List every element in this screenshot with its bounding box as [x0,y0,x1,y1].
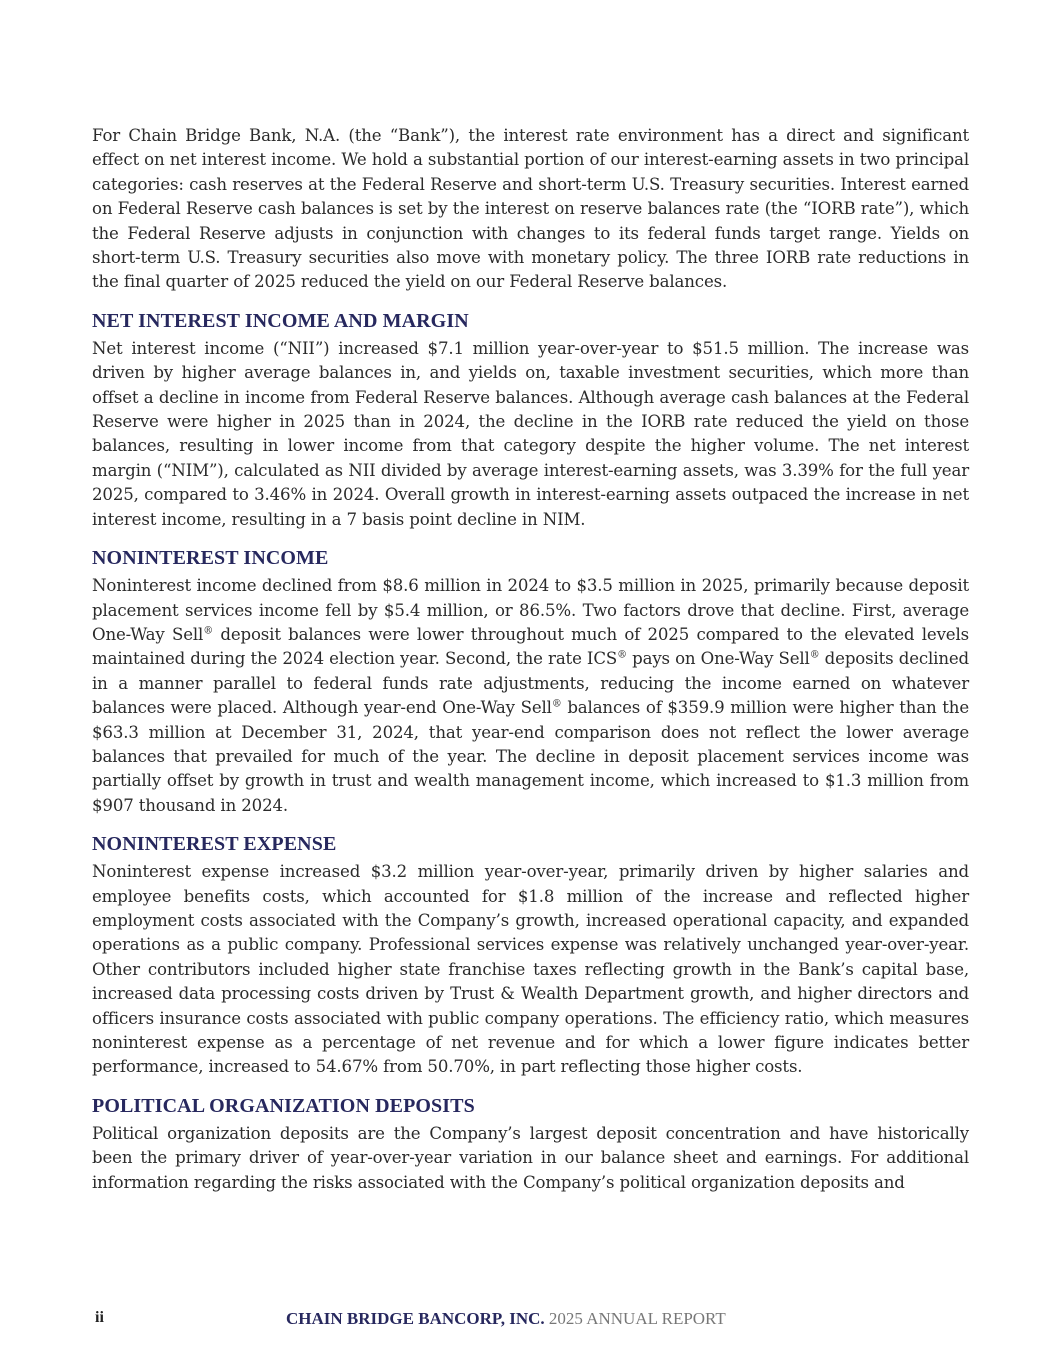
intro-paragraph: For Chain Bridge Bank, N.A. (the “Bank”), the interest rate environment has a direct and significant effect on net interest income. We hold a substantial portion of our interest-earning assets in two principal categories: cash reserves at the Federal Reserve and short-term U.S. Treasury securities. Interest earned on Federal Reserve cash balances is set by the interest on reserve balances rate (the “IORB rate”), which the Federal Reserve adjusts in conjunction with changes to its federal funds target range. Yields on short-term U.S. Treasury securities also move with monetary policy. The three IORB rate reductions in the final quarter of 2025 reduced the yield on our Federal Reserve balances. [92,126,969,292]
page-number: ii [95,1309,104,1326]
section-heading-net-interest-income: NET INTEREST INCOME AND MARGIN [92,309,469,332]
section-paragraph-political-deposits: Political organization deposits are the Company’s largest deposit concentration and have historically been the primary driver of year-over-year variation in our balance sheet and earnings. For additional information regarding the risks associated with the Company’s political organization deposits and [92,1123,969,1192]
registered-mark: ® [809,649,820,661]
section-heading-noninterest-income: NONINTEREST INCOME [92,547,329,570]
document-page [92,124,969,1195]
footer-title [286,1309,726,1329]
footer-company-name: CHAIN BRIDGE BANCORP, INC. [286,1309,545,1328]
registered-mark: ® [617,649,627,661]
section-heading-political-deposits: POLITICAL ORGANIZATION DEPOSITS [92,1094,475,1117]
section-heading-noninterest-expense: NONINTEREST EXPENSE [92,833,337,856]
registered-mark: ® [203,625,213,637]
page-footer [95,1309,875,1331]
section-paragraph-noninterest-income: Noninterest income declined from $8.6 million in 2024 to $3.5 million in 2025, primarily because deposit placement services income fell by $5.4 million, or 86.5%. Two factors drove that decline. First, average One-Way Sell® deposit balances were lower throughout much of 2025 compared to the elevated levels maintained during the 2024 election year. Second, the rate ICS® pays on One-Way Sell® deposits declined in a manner parallel to federal funds rate adjustments, reducing the income earned on whatever balances were placed. Although year-end One-Way Sell® balances of $359.9 million were higher than the $63.3 million at December 31, 2024, that year-end comparison does not reflect the lower average balances that prevailed for much of the year. The decline in deposit placement services income was partially offset by growth in trust and wealth management income, which increased to $1.3 million from $907 thousand in 2024. [92,576,970,815]
section-paragraph-net-interest-income: Net interest income (“NII”) increased $7.1 million year-over-year to $51.5 million. The increase was driven by higher average balances in, and yields on, taxable investment securities, which more than offset a decline in income from Federal Reserve balances. Although average cash balances at the Federal Reserve were higher in 2025 than in 2024, the decline in the IORB rate reduced the yield on those balances, resulting in lower income from that category despite the higher volume. The net interest margin (“NIM”), calculated as NII divided by average interest-earning assets, was 3.39% for the full year 2025, compared to 3.46% in 2024. Overall growth in interest-earning assets outpaced the increase in net interest income, resulting in a 7 basis point decline in NIM. [92,338,969,529]
registered-mark: ® [551,698,562,710]
footer-report-name: 2025 ANNUAL REPORT [548,1309,726,1328]
section-paragraph-noninterest-expense: Noninterest expense increased $3.2 million year-over-year, primarily driven by higher salaries and employee benefits costs, which accounted for $1.8 million of the increase and reflected higher employment costs associated with the Company’s growth, increased operational capacity, and expanded operations as a public company. Professional services expense was relatively unchanged year-over-year. Other contributors included higher state franchise taxes reflecting growth in the Bank’s capital base, increased data processing costs driven by Trust & Wealth Department growth, and higher directors and officers insurance costs associated with public company operations. The efficiency ratio, which measures noninterest expense as a percentage of net revenue and for which a lower figure indicates better performance, increased to 54.67% from 50.70%, in part reflecting those higher costs. [92,862,969,1077]
